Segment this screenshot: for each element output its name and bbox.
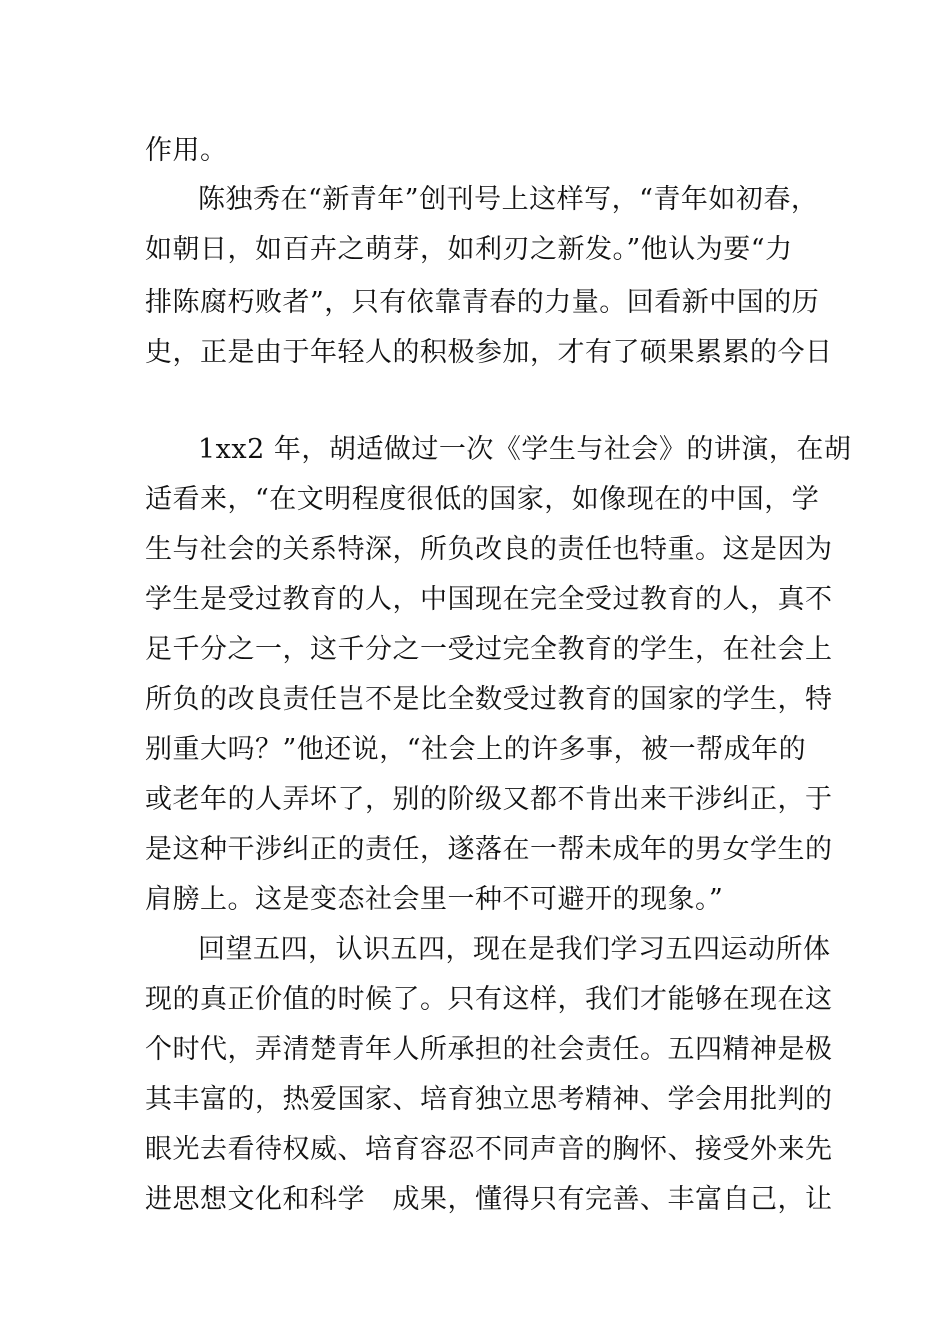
text-line: 生与社会的关系特深，所负改良的责任也特重。这是因为 <box>145 534 833 565</box>
text-line: 适看来，“在文明程度很低的国家，如像现在的中国，学 <box>145 484 820 515</box>
text-line: 史，正是由于年轻人的积极参加，才有了硕果累累的今日 <box>145 337 833 368</box>
text-line: 别重大吗？”他还说，“社会上的许多事，被一帮成年的 <box>145 734 807 765</box>
text-line: 排陈腐朽败者”，只有依靠青春的力量。回看新中国的历 <box>145 287 820 318</box>
text-line: 其丰富的，热爱国家、培育独立思考精神、学会用批判的 <box>145 1084 833 1115</box>
text-line: 进思想文化和科学 成果，懂得只有完善、丰富自己，让 <box>145 1184 833 1215</box>
text-line: 学生是受过教育的人，中国现在完全受过教育的人，真不 <box>145 584 833 615</box>
text-line: 所负的改良责任岂不是比全数受过教育的国家的学生，特 <box>145 684 833 715</box>
text-line: 作用。 <box>145 135 228 166</box>
text-line: 或老年的人弄坏了，别的阶级又都不肯出来干涉纠正，于 <box>145 784 833 815</box>
text-line: 是这种干涉纠正的责任，遂落在一帮未成年的男女学生的 <box>145 834 833 865</box>
text-line: 足千分之一，这千分之一受过完全教育的学生，在社会上 <box>145 634 833 665</box>
text-line: 如朝日，如百卉之萌芽，如利刃之新发。”他认为要“力 <box>145 234 793 265</box>
text-line: 肩膀上。这是变态社会里一种不可避开的现象。” <box>145 884 724 915</box>
text-line: 眼光去看待权威、培育容忍不同声音的胸怀、接受外来先 <box>145 1134 833 1165</box>
text-line: 1xx2 年，胡适做过一次《学生与社会》的讲演，在胡 <box>198 434 852 465</box>
text-line: 陈独秀在“新青年”创刊号上这样写，“青年如初春， <box>198 184 819 215</box>
text-line: 现的真正价值的时候了。只有这样，我们才能够在现在这 <box>145 984 833 1015</box>
text-line: 回望五四，认识五四，现在是我们学习五四运动所体 <box>198 934 831 965</box>
text-line: 个时代，弄清楚青年人所承担的社会责任。五四精神是极 <box>145 1034 833 1065</box>
